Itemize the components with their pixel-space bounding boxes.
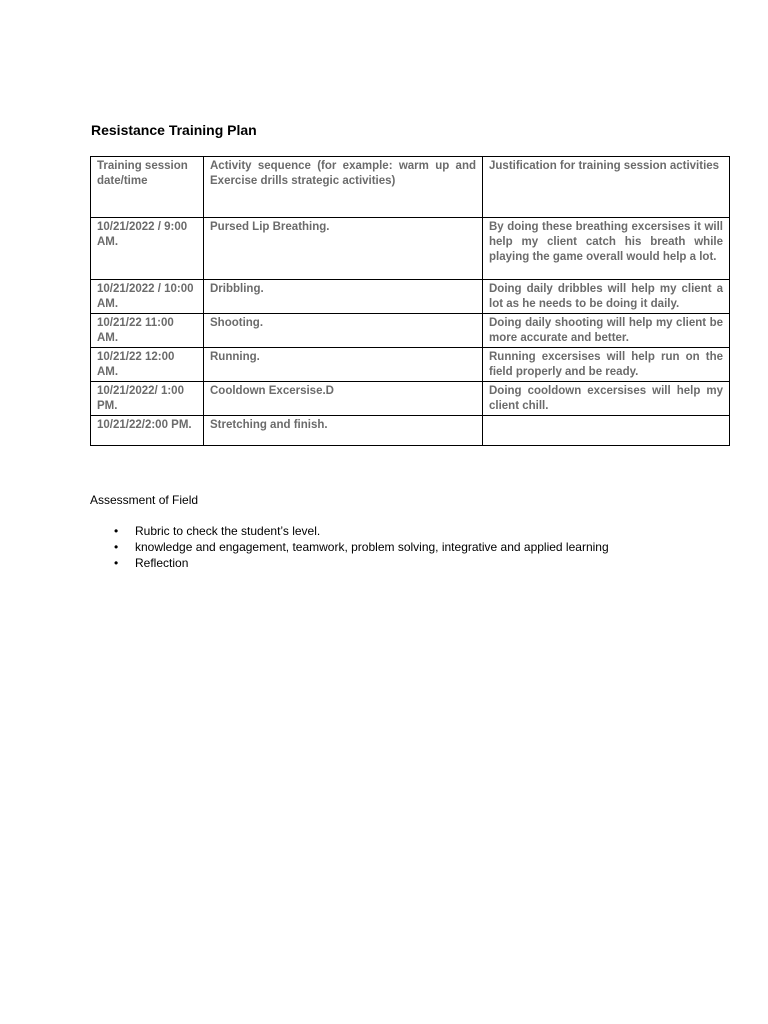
training-plan-table	[90, 156, 730, 446]
cell-justification: By doing these breathing excersises it will help my client catch his breath while playing the game overall would help a lot.	[483, 218, 730, 280]
cell-activity: Stretching and finish.	[204, 416, 483, 446]
cell-justification: Doing cooldown excersises will help my client chill.	[483, 382, 730, 416]
table-row	[91, 314, 730, 348]
table-row	[91, 416, 730, 446]
list-item	[90, 555, 609, 571]
cell-justification	[483, 416, 730, 446]
cell-date-time: 10/21/22 11:00 AM.	[91, 314, 204, 348]
cell-date-time: 10/21/2022 / 10:00 AM.	[91, 280, 204, 314]
cell-justification: Doing daily dribbles will help my client a lot as he needs to be doing it daily.	[483, 280, 730, 314]
table-row	[91, 218, 730, 280]
assessment-list	[90, 523, 609, 571]
cell-date-time: 10/21/2022 / 9:00 AM.	[91, 218, 204, 280]
cell-activity: Dribbling.	[204, 280, 483, 314]
list-item-text: Rubric to check the student’s level.	[135, 524, 321, 538]
table-row	[91, 382, 730, 416]
cell-justification: Running excersises will help run on the field properly and be ready.	[483, 348, 730, 382]
bullet-icon: •	[114, 540, 119, 554]
cell-activity: Cooldown Excersise.D	[204, 382, 483, 416]
cell-activity: Shooting.	[204, 314, 483, 348]
bullet-icon: •	[114, 556, 119, 570]
cell-activity: Running.	[204, 348, 483, 382]
table-row	[91, 280, 730, 314]
list-item-text: knowledge and engagement, teamwork, problem solving, integrative and applied learning	[135, 540, 609, 554]
cell-date-time: 10/21/2022/ 1:00 PM.	[91, 382, 204, 416]
page-title: Resistance Training Plan	[91, 122, 257, 138]
cell-justification: Doing daily shooting will help my client be more accurate and better.	[483, 314, 730, 348]
header-date-time: Training session date/time	[91, 157, 204, 218]
bullet-icon: •	[114, 524, 119, 538]
assessment-heading: Assessment of Field	[90, 493, 199, 507]
cell-date-time: 10/21/22/2:00 PM.	[91, 416, 204, 446]
list-item	[90, 539, 609, 555]
cell-activity: Pursed Lip Breathing.	[204, 218, 483, 280]
header-activity-sequence: Activity sequence (for example: warm up and Exercise drills strategic activities)	[204, 157, 483, 218]
list-item-text: Reflection	[135, 556, 189, 570]
list-item	[90, 523, 609, 539]
table-row	[91, 348, 730, 382]
cell-date-time: 10/21/22 12:00 AM.	[91, 348, 204, 382]
header-justification: Justification for training session activities	[483, 157, 730, 218]
table-header-row	[91, 157, 730, 218]
